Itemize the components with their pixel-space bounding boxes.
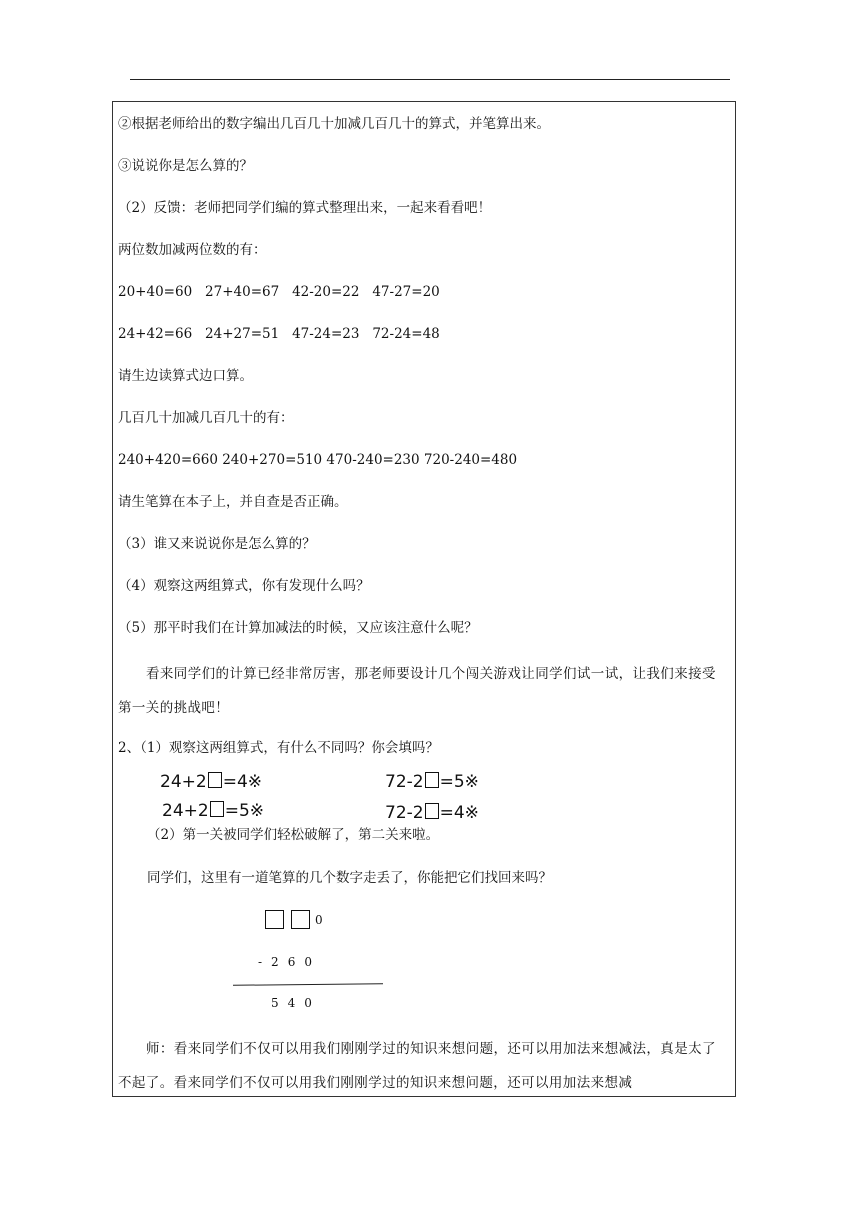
paragraph: 师：看来同学们不仅可以用我们刚刚学过的知识来想问题，还可以用加法来想减法，真是太了不起了。看来同学们不仅可以用我们刚刚学过的知识来想问题，还可以用加法来想减 <box>118 1041 716 1091</box>
equation-2: 72-2 =5※ <box>385 772 479 792</box>
text-line: （4）观察这两组算式，你有发现什么吗？ <box>118 578 370 594</box>
text-line: 请生边读算式边口算。 <box>118 368 253 384</box>
paragraph: 看来同学们的计算已经非常厉害，那老师要设计几个闯关游戏让同学们试一试，让我们来接受第一关的挑战吧！ <box>118 666 716 716</box>
text-line: （2）第一关被同学们轻松破解了，第二关来啦。 <box>147 827 440 843</box>
text-line: 同学们，这里有一道笔算的几个数字走丢了，你能把它们找回来吗？ <box>147 870 552 886</box>
blank-box <box>425 772 439 788</box>
blank-box <box>265 910 284 929</box>
subtraction-row: -260 <box>258 955 321 969</box>
question-heading: 2、（1）观察这两组算式，有什么不同吗？你会填吗？ <box>118 740 439 756</box>
equation-line: 240+420=660 240+270=510 470-240=230 720-240=480 <box>118 452 518 468</box>
text-line: （3）谁又来说说你是怎么算的？ <box>118 536 316 552</box>
equation-line: 20+40=60 27+40=67 42-20=22 47-27=20 <box>118 284 440 300</box>
text-line: （5）那平时我们在计算加减法的时候，又应该注意什么呢？ <box>118 620 478 636</box>
text-line: （2）反馈：老师把同学们编的算式整理出来，一起来看看吧！ <box>118 200 492 216</box>
header-rule <box>130 79 730 80</box>
equation-4: 72-2 =4※ <box>385 803 479 823</box>
equation-3: 24+2 =5※ <box>162 801 265 821</box>
blank-box <box>210 801 224 817</box>
text-line: 请生笔算在本子上，并自查是否正确。 <box>118 494 348 510</box>
text-line: 几百几十加减几百几十的有： <box>118 410 294 426</box>
blank-box <box>208 772 222 788</box>
blank-box <box>425 803 439 819</box>
digit: 0 <box>315 913 332 927</box>
equation-1: 24+2 =4※ <box>160 772 263 792</box>
text-line: ③说说你是怎么算的？ <box>118 158 253 174</box>
blank-box <box>291 910 310 929</box>
text-line: 两位数加减两位数的有： <box>118 242 267 258</box>
text-line: ②根据老师给出的数字编出几百几十加减几百几十的算式，并笔算出来。 <box>118 116 550 132</box>
equation-line: 24+42=66 24+27=51 47-24=23 72-24=48 <box>118 326 440 342</box>
result-row: 540 <box>271 996 321 1010</box>
